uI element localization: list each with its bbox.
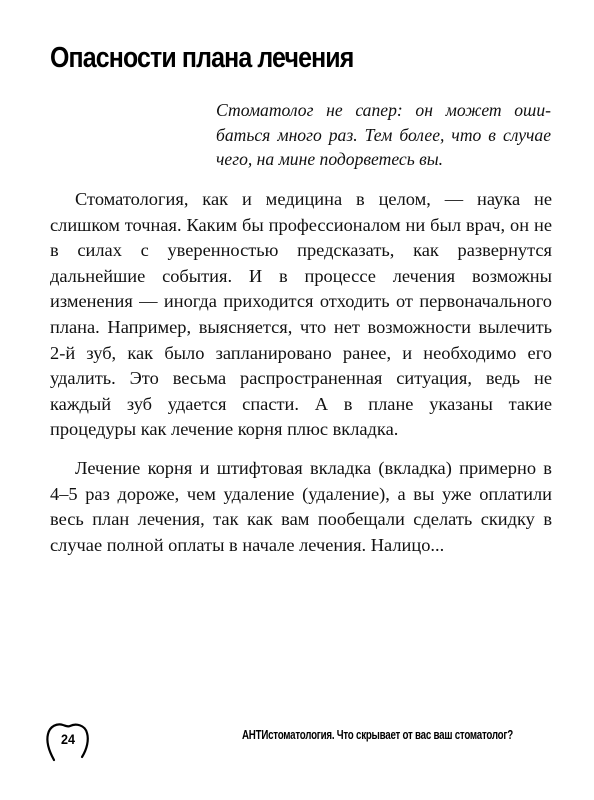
running-title: АНТИстоматология. Что скрывает от вас ваш стоматолог? xyxy=(242,728,513,742)
body-paragraph-2: Лечение корня и штифтовая вкладка (вкладка) примерно в 4–5 раз дороже, чем удаление (удаление), а вы уже оплатили весь план лечения, так как вам пообещали сделать скидку в случае полной оплаты в начале лечения. Налицо... xyxy=(50,458,552,555)
body-paragraph-1: Стоматология, как и медицина в целом, — наука не слишком точная. Каким бы профессионалом ни был врач, он не в силах с уверенностью предсказать, как развернутся дальнейшие события. И в процессе лечения возможны изменения — иногда приходится отходить от первоначального плана. Например, выясняется, что нет возможности вылечить 2-й зуб, как было запланировано ранее, и необходимо его удалить. Это весьма распространенная ситуация, ведь не каждый зуб удается спасти. А в плане указаны такие процедуры как лечение корня плюс вкладка. xyxy=(50,189,552,440)
page-title: Опасности плана лечения xyxy=(50,42,354,74)
page-number-badge xyxy=(44,720,92,764)
page-number: 24 xyxy=(60,731,76,747)
epigraph: Стоматолог не сапер: он может ошибаться много раз. Тем более, что в случае чего, на мине подорветесь вы. xyxy=(216,100,551,169)
